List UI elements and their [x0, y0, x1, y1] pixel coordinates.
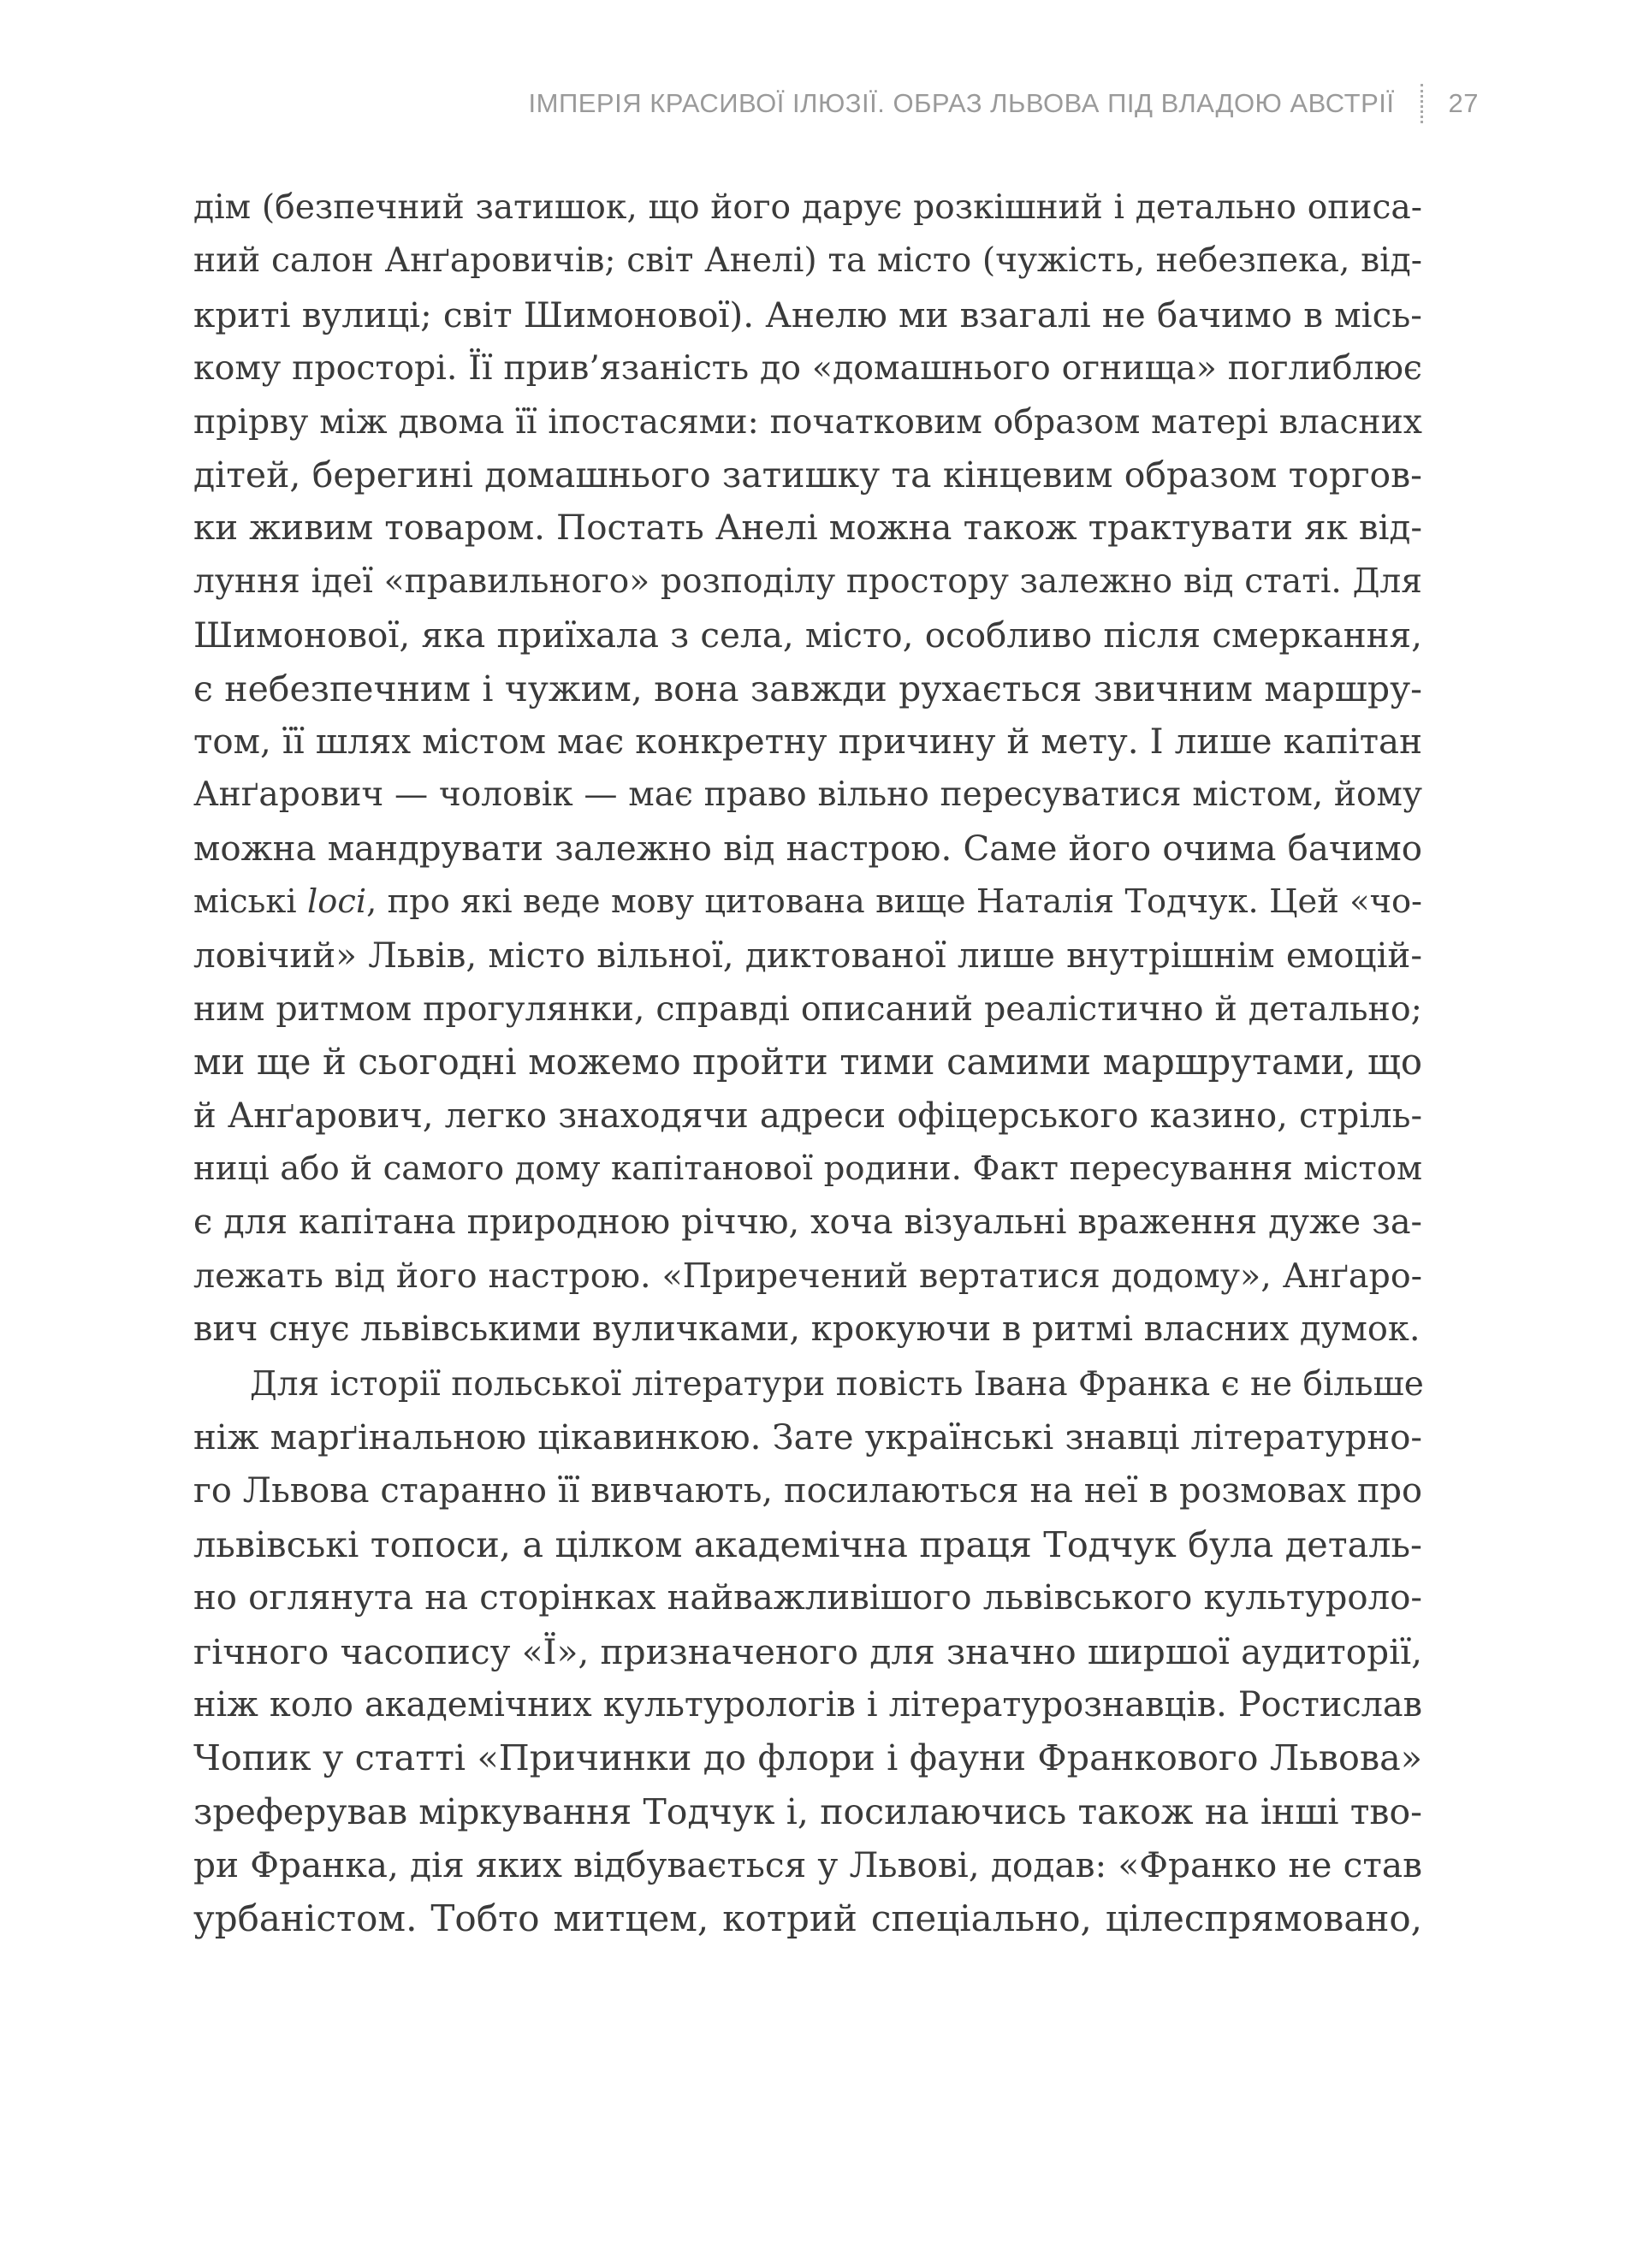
text-line: Анґарович — чоловік — має право вільно пересуватися містом, йому	[193, 775, 1422, 815]
running-head	[529, 84, 1479, 123]
text-line: го Львова старанно її вивчають, посилаються на неї в розмовах про	[193, 1471, 1422, 1511]
text-line: луння ідеї «правильного» розподілу простору залежно від статі. Для	[193, 561, 1422, 601]
text-line: Чопик у статті «Причинки до флори і фауни Франкового Львова»	[193, 1737, 1422, 1779]
text-line: кому просторі. Її прив’язаність до «домашнього огнища» поглиблює	[193, 348, 1422, 389]
text-line: є небезпечним і чужим, вона завжди рухається звичним маршру-	[193, 668, 1422, 709]
text-line: Для історії польської літератури повість Івана Франка є не більше	[250, 1364, 1424, 1404]
text-line: львівські топоси, а цілком академічна праця Тодчук була деталь-	[193, 1523, 1422, 1565]
text-line: можна мандрувати залежно від настрою. Саме його очима бачимо	[193, 828, 1422, 869]
text-line: ки живим товаром. Постать Анелі можна також трактувати як від-	[193, 508, 1422, 549]
text-line: дітей, берегині домашнього затишку та кінцевим образом торгов-	[193, 454, 1422, 496]
text-line: но оглянута на сторінках найважливішого львівського культуроло-	[193, 1578, 1422, 1618]
text-line: ним ритмом прогулянки, справді описаний реалістично й детально;	[193, 989, 1422, 1029]
text-line: є для капітана природною річчю, хоча візуальні враження дуже за-	[193, 1202, 1422, 1243]
text-line: урбаністом. Тобто митцем, котрий спеціально, цілеспрямовано,	[193, 1897, 1422, 1939]
text-line-with-italic	[193, 876, 1422, 929]
text-segment: , про які веде мову цитована вище Наталія Тодчук. Цей «чо-	[366, 882, 1422, 922]
text-line: ри Франка, дія яких відбувається у Львові, додав: «Франко не став	[193, 1844, 1422, 1886]
paragraph-1	[193, 181, 1422, 1357]
text-line: зреферував міркування Тодчук і, посилаючись також на інші тво-	[193, 1790, 1422, 1832]
text-line: вич снує львівськими вуличками, крокуючи в ритмі власних думок.	[193, 1309, 1421, 1350]
text-line: ніж коло академічних культурологів і літературознавців. Ростислав	[193, 1684, 1422, 1725]
text-line: Шимонової, яка приїхала з села, місто, особливо після смеркання,	[193, 614, 1422, 656]
page-number: 27	[1448, 88, 1479, 118]
text-segment: міські	[193, 882, 308, 922]
body-text	[193, 181, 1422, 1945]
text-line: ніж марґінальною цікавинкою. Зате українські знавці літературно-	[193, 1417, 1422, 1458]
text-line: ниці або й самого дому капітанової родини. Факт пересування містом	[193, 1149, 1422, 1189]
text-line: ми ще й сьогодні можемо пройти тими самими маршрутами, що	[193, 1041, 1422, 1084]
italic-term: loci	[307, 882, 367, 922]
text-line: прірву між двома її іпостасями: початковим образом матері власних	[193, 401, 1422, 442]
text-line: дім (безпечний затишок, що його дарує розкішний і детально описа-	[193, 188, 1422, 227]
running-title: ІМПЕРІЯ КРАСИВОЇ ІЛЮЗІЇ. ОБРАЗ ЛЬВОВА ПІД ВЛАДОЮ АВСТРІЇ	[528, 88, 1395, 118]
text-line: том, її шлях містом має конкретну причину й мету. І лише капітан	[193, 721, 1422, 762]
paragraph-2	[193, 1358, 1422, 1945]
text-line: криті вулиці; світ Шимонової). Анелю ми взагалі не бачимо в місь-	[193, 294, 1422, 335]
text-line: гічного часопису «Ї», призначеного для значно ширшої аудиторії,	[193, 1630, 1422, 1672]
text-line: ний салон Анґаровичів; світ Анелі) та місто (чужість, небезпека, від-	[193, 241, 1422, 281]
text-line: й Анґарович, легко знаходячи адреси офіцерського казино, стріль-	[193, 1095, 1422, 1136]
text-line: лежать від його настрою. «Приречений вертатися додому», Анґаро-	[193, 1256, 1422, 1296]
header-dotted-divider	[1421, 84, 1423, 123]
text-line: ловічий» Львів, місто вільної, диктованої лише внутрішнім емоцій-	[193, 935, 1422, 977]
